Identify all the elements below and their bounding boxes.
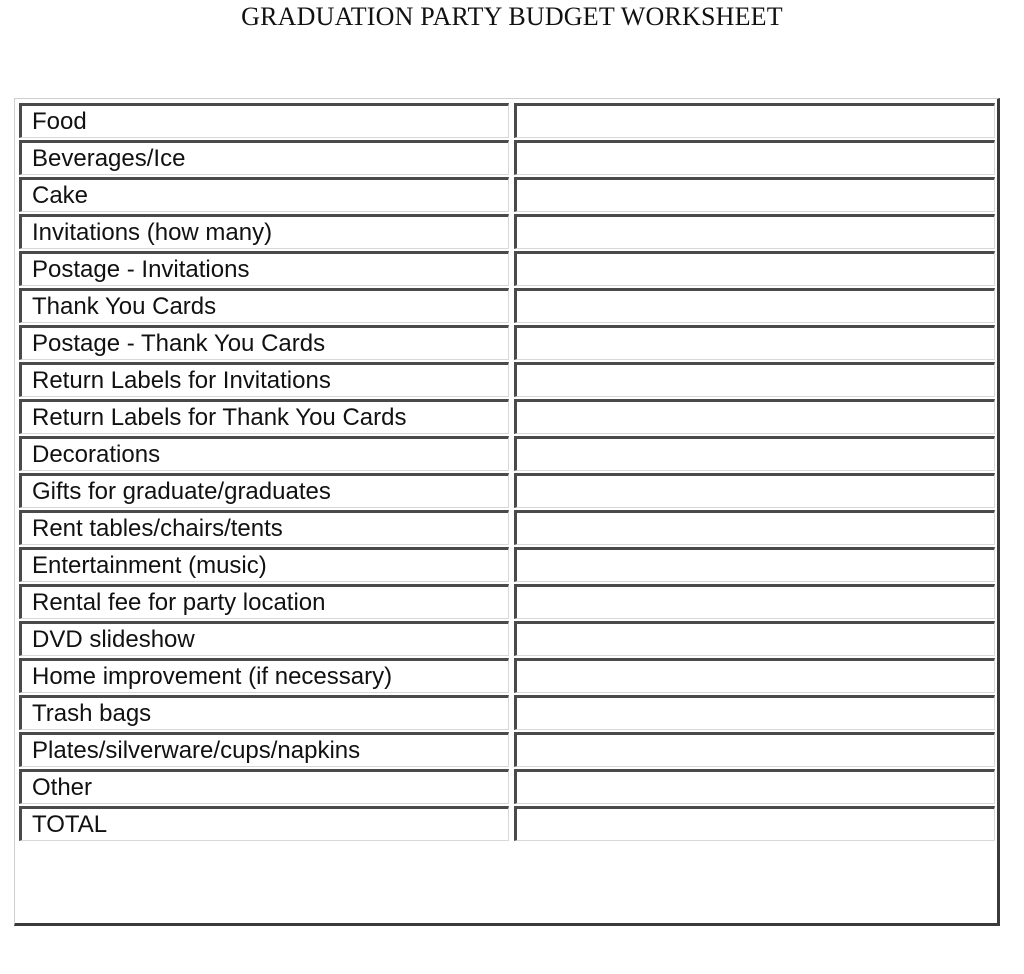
table-row: [19, 362, 995, 397]
amount-cell[interactable]: [514, 695, 995, 730]
table-row: [19, 695, 995, 730]
row-label: Gifts for graduate/graduates: [19, 473, 509, 508]
table-row: [19, 769, 995, 804]
amount-cell[interactable]: [514, 547, 995, 582]
table-row: [19, 658, 995, 693]
amount-cell[interactable]: [514, 658, 995, 693]
amount-cell[interactable]: [514, 436, 995, 471]
table-row: [19, 251, 995, 286]
amount-cell[interactable]: [514, 399, 995, 434]
table-row: [19, 806, 995, 841]
amount-cell[interactable]: [514, 140, 995, 175]
amount-cell[interactable]: [514, 732, 995, 767]
row-label: Rental fee for party location: [19, 584, 509, 619]
table-row: [19, 177, 995, 212]
row-label: Return Labels for Invitations: [19, 362, 509, 397]
page-title: GRADUATION PARTY BUDGET WORKSHEET: [241, 2, 783, 31]
table-row: [19, 325, 995, 360]
budget-table: [14, 98, 1000, 926]
amount-cell[interactable]: [514, 510, 995, 545]
row-label: TOTAL: [19, 806, 509, 841]
table-row: [19, 214, 995, 249]
row-label: Cake: [19, 177, 509, 212]
table-row: [19, 621, 995, 656]
row-label: Other: [19, 769, 509, 804]
amount-cell[interactable]: [514, 769, 995, 804]
amount-cell[interactable]: [514, 473, 995, 508]
amount-cell[interactable]: [514, 362, 995, 397]
table-row: [19, 547, 995, 582]
table-row: [19, 103, 995, 138]
row-label: DVD slideshow: [19, 621, 509, 656]
table-row: [19, 584, 995, 619]
row-label: Entertainment (music): [19, 547, 509, 582]
amount-cell[interactable]: [514, 325, 995, 360]
table-row: [19, 510, 995, 545]
amount-cell[interactable]: [514, 177, 995, 212]
table-row: [19, 732, 995, 767]
row-label: Rent tables/chairs/tents: [19, 510, 509, 545]
row-label: Invitations (how many): [19, 214, 509, 249]
amount-cell[interactable]: [514, 288, 995, 323]
amount-cell[interactable]: [514, 621, 995, 656]
row-label: Beverages/Ice: [19, 140, 509, 175]
row-label: Thank You Cards: [19, 288, 509, 323]
table-row: [19, 436, 995, 471]
amount-cell[interactable]: [514, 584, 995, 619]
row-label: Trash bags: [19, 695, 509, 730]
amount-cell[interactable]: [514, 806, 995, 841]
row-label: Plates/silverware/cups/napkins: [19, 732, 509, 767]
row-label: Decorations: [19, 436, 509, 471]
row-label: Return Labels for Thank You Cards: [19, 399, 509, 434]
amount-cell[interactable]: [514, 103, 995, 138]
table-row: [19, 399, 995, 434]
table-row: [19, 473, 995, 508]
amount-cell[interactable]: [514, 214, 995, 249]
row-label: Postage - Invitations: [19, 251, 509, 286]
table-row: [19, 288, 995, 323]
table-row: [19, 140, 995, 175]
amount-cell[interactable]: [514, 251, 995, 286]
row-label: Postage - Thank You Cards: [19, 325, 509, 360]
row-label: Home improvement (if necessary): [19, 658, 509, 693]
row-label: Food: [19, 103, 509, 138]
